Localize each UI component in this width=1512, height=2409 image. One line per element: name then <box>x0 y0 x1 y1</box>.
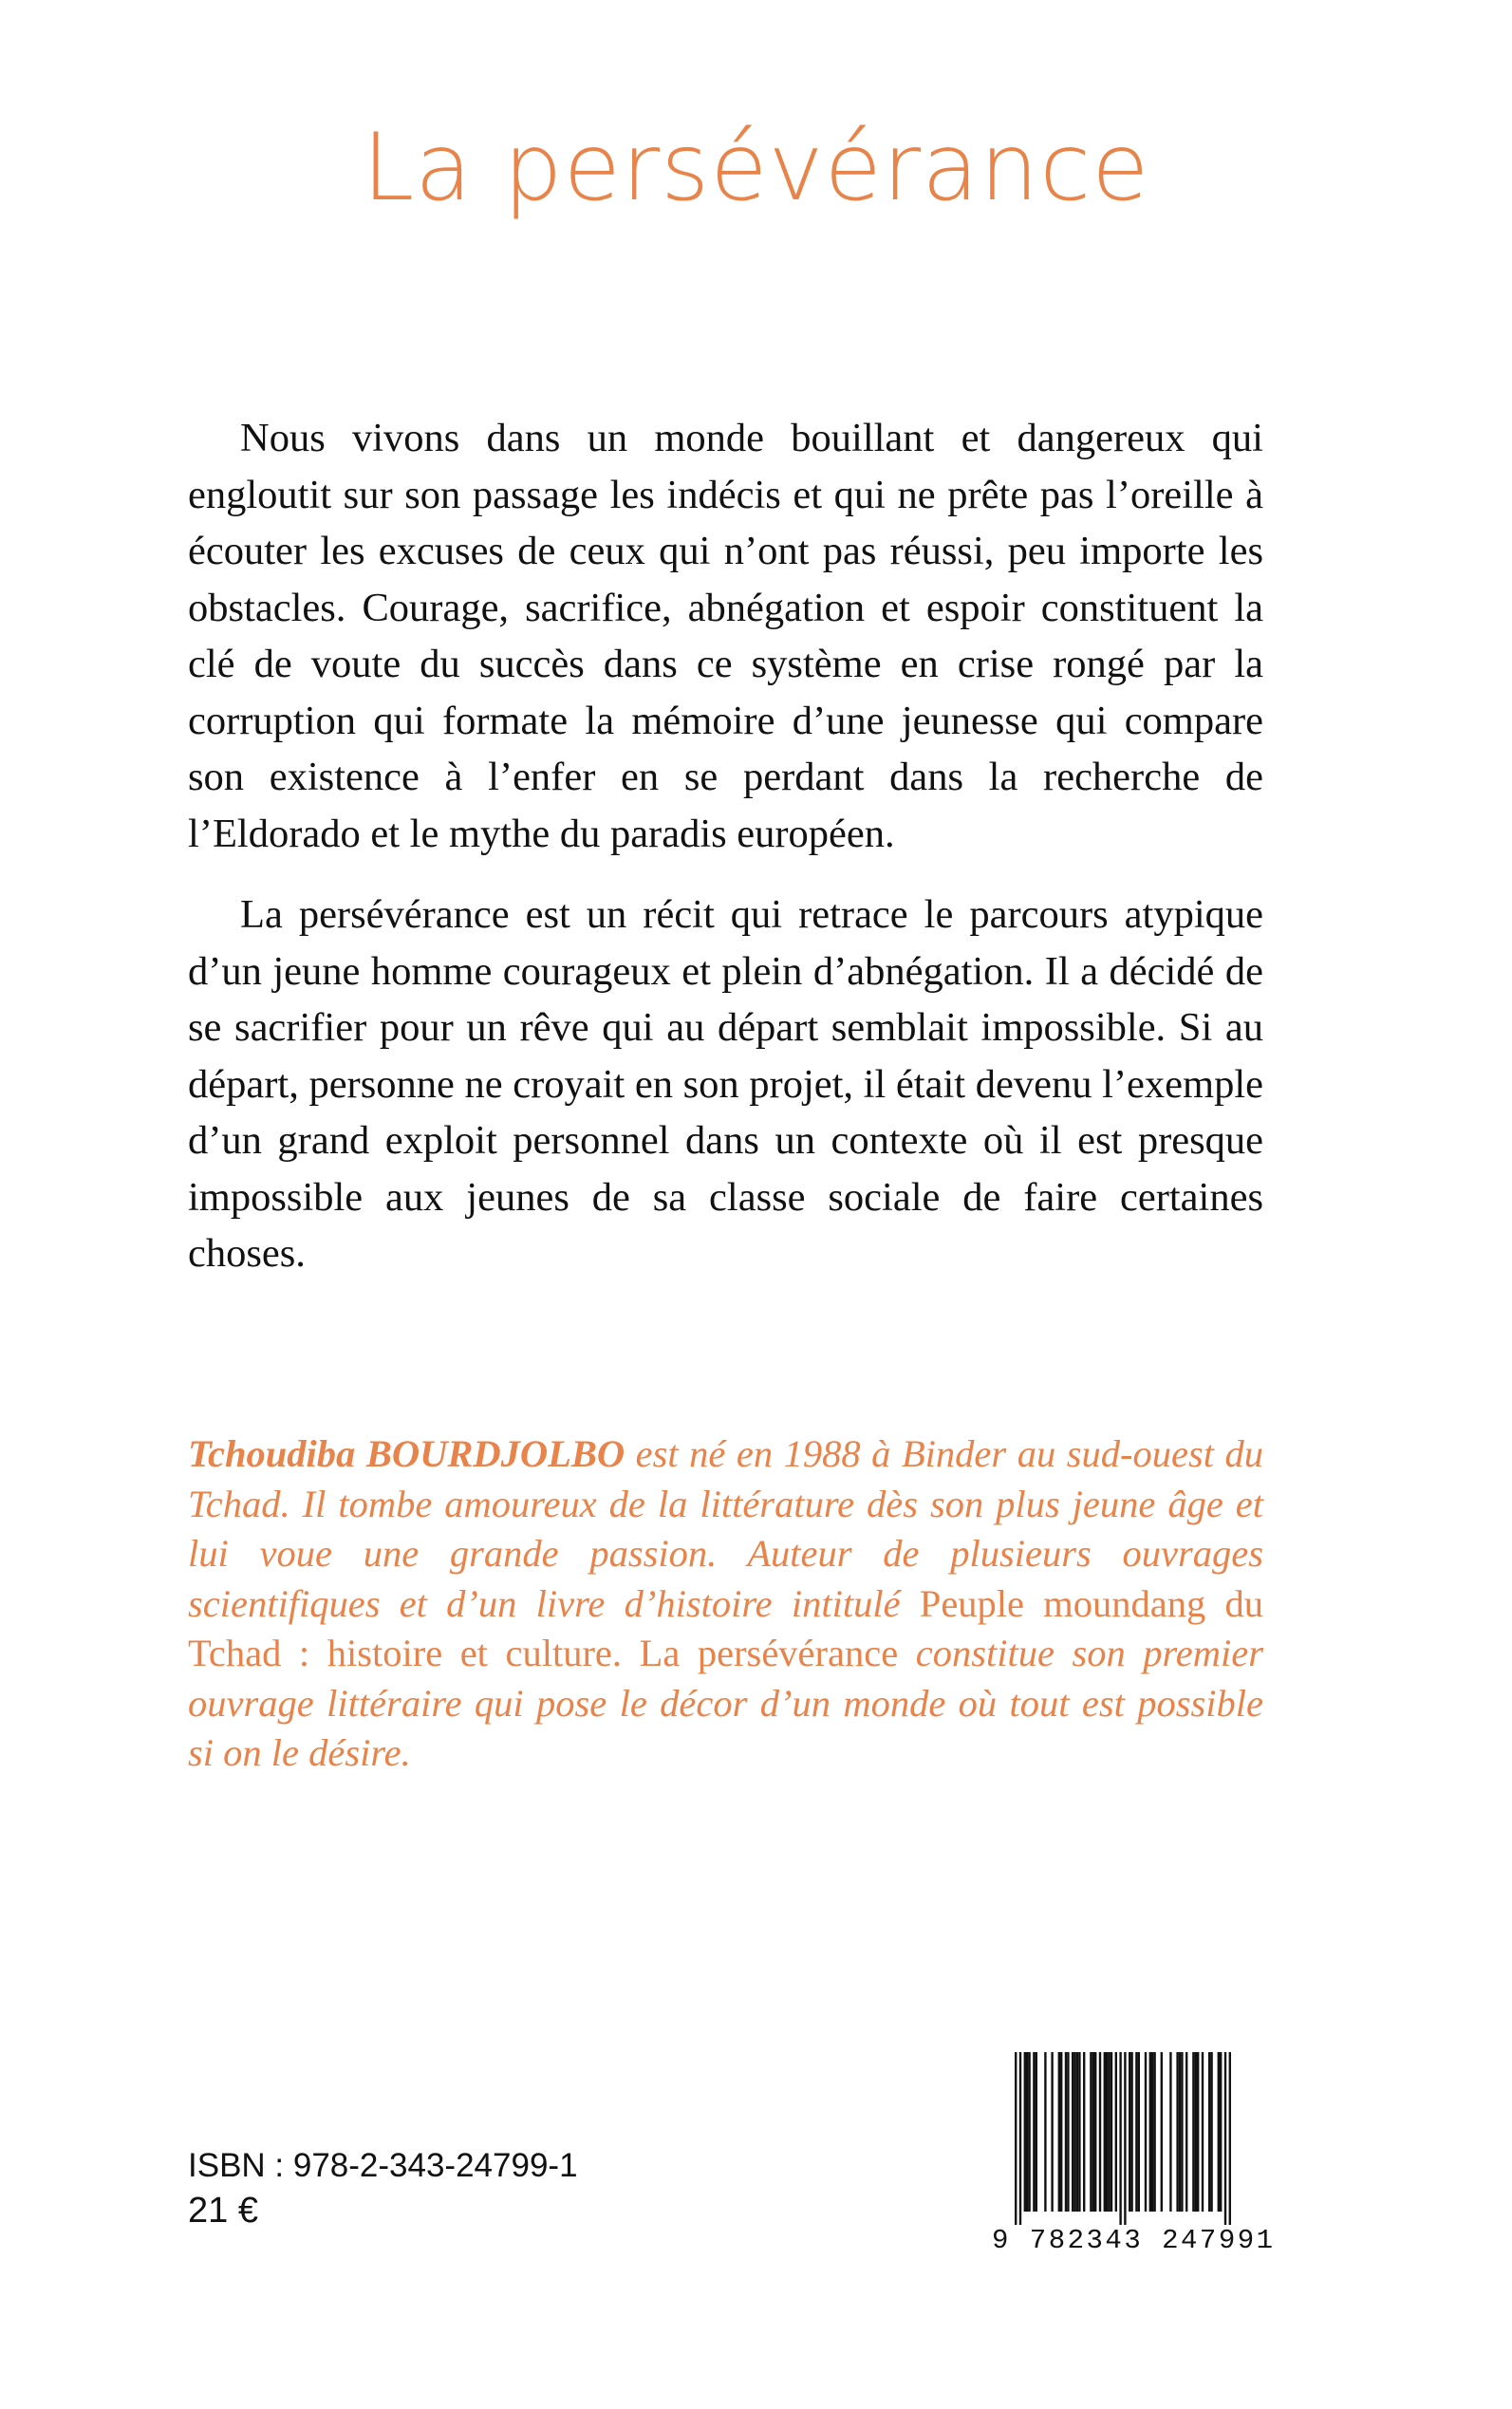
barcode-bar <box>1220 2052 1222 2212</box>
barcode-bar <box>1181 2052 1183 2212</box>
barcode-bar <box>1138 2052 1140 2212</box>
bio-text-part: est né en 1988 à Binder au sud-ouest du Tchad. Il tombe amoureux de la littérature dès son plus jeune âge et lui voue une grande passion. Auteur de plusieurs ouvrages scientifiques et d’un livre d’histoire intitulé <box>188 1432 1263 1625</box>
author-name: Tchoudiba BOURDJOLBO <box>188 1432 625 1475</box>
barcode-bar <box>1197 2052 1199 2212</box>
barcode-bar <box>1073 2052 1075 2212</box>
blurb-paragraph: La persévérance est un récit qui retrace le parcours atypique d’un jeune homme courageux et plein d’abnégation. Il a décidé de se sacrifier pour un rêve qui au départ semblait impossible. Si au départ, personne ne croyait en son projet, il était devenu l’exemple d’un grand exploit personnel dans un contexte où il est presque impossible aux jeunes de sa classe sociale de faire certaines choses. <box>188 892 1263 1276</box>
barcode-bars <box>992 2052 1272 2225</box>
bio-text-part: constitue son premier ouvrage littéraire qui pose le décor d’un monde où tout est possible si on le désire. <box>188 1632 1263 1774</box>
barcode-bar <box>1111 2052 1112 2212</box>
barcode-bar <box>1094 2052 1096 2212</box>
barcode-bar <box>1026 2052 1028 2212</box>
barcode-bar <box>1072 2052 1073 2212</box>
barcode-bar <box>1130 2052 1132 2212</box>
barcode-bar <box>1083 2052 1085 2212</box>
barcode-bar <box>1195 2052 1197 2212</box>
barcode-bar <box>1115 2052 1117 2212</box>
barcode-bar <box>1019 2052 1021 2225</box>
barcode-bar <box>1119 2052 1121 2225</box>
barcode-bar <box>1224 2052 1226 2225</box>
barcode-bar <box>1092 2052 1094 2212</box>
author-bio <box>188 1429 1263 1779</box>
barcode-bar <box>1067 2052 1069 2212</box>
isbn-label: ISBN : 978-2-343-24799-1 <box>188 2147 578 2184</box>
back-cover-blurb <box>188 410 1263 1282</box>
barcode-bar <box>1129 2052 1130 2212</box>
barcode-bar <box>1060 2052 1062 2212</box>
barcode-bar <box>1229 2052 1231 2225</box>
price-label: 21 € <box>188 2191 258 2231</box>
barcode-bar <box>1185 2052 1187 2212</box>
blurb-paragraph: Nous vivons dans un monde bouillant et dangereux qui engloutit sur son passage les indécis et qui ne prête pas l’oreille à écouter les excuses de ceux qui n’ont pas réussi, peu importe les obstacles. Courage, sacrifice, abnégation et espoir constituent la clé de voute du succès dans ce système en crise rongé par la corruption qui formate la mémoire d’une jeunesse qui compare son existence à l’enfer en se perdant dans la recherche de l’Eldorado et le mythe du paradis européen. <box>188 416 1263 856</box>
barcode-bar <box>1151 2052 1153 2212</box>
barcode-bar <box>1024 2052 1026 2212</box>
barcode-bar <box>1145 2052 1147 2212</box>
barcode-bar <box>1028 2052 1030 2212</box>
barcode-bar <box>1108 2052 1110 2212</box>
barcode-bar <box>1078 2052 1080 2212</box>
barcode-bar <box>1033 2052 1035 2212</box>
cited-book-title: Peuple moundang du Tchad : histoire et culture <box>188 1581 1263 1674</box>
novel-title: persévérance <box>697 1632 899 1674</box>
barcode-bar <box>1065 2052 1067 2212</box>
barcode-bar <box>1051 2052 1053 2212</box>
barcode-bar <box>1176 2052 1178 2212</box>
barcode-bar <box>1015 2052 1017 2225</box>
barcode-bar <box>1149 2052 1151 2212</box>
barcode-bar <box>1179 2052 1181 2212</box>
barcode-bar <box>1208 2052 1210 2212</box>
barcode <box>992 2052 1276 2256</box>
barcode-bar <box>1090 2052 1092 2212</box>
barcode-bar <box>1135 2052 1137 2212</box>
barcode-bar <box>1161 2052 1163 2212</box>
barcode-bar <box>1104 2052 1106 2212</box>
barcode-bar <box>1202 2052 1204 2212</box>
barcode-bar <box>1099 2052 1101 2212</box>
barcode-bar <box>1153 2052 1155 2212</box>
barcode-bar <box>1044 2052 1046 2212</box>
bio-text-part: . La <box>611 1632 698 1674</box>
barcode-bar <box>1218 2052 1220 2212</box>
barcode-bar <box>1076 2052 1078 2212</box>
barcode-bar <box>1058 2052 1060 2212</box>
barcode-bar <box>1124 2052 1126 2225</box>
book-title: La persévérance <box>362 114 1150 222</box>
barcode-bar <box>1192 2052 1194 2212</box>
barcode-bar <box>1210 2052 1212 2212</box>
barcode-bar <box>1036 2052 1037 2212</box>
barcode-bar <box>1169 2052 1171 2212</box>
barcode-digits: 9 782343 247991 <box>992 2225 1276 2256</box>
barcode-bar <box>1106 2052 1108 2212</box>
author-bio-text <box>188 1429 1263 1779</box>
